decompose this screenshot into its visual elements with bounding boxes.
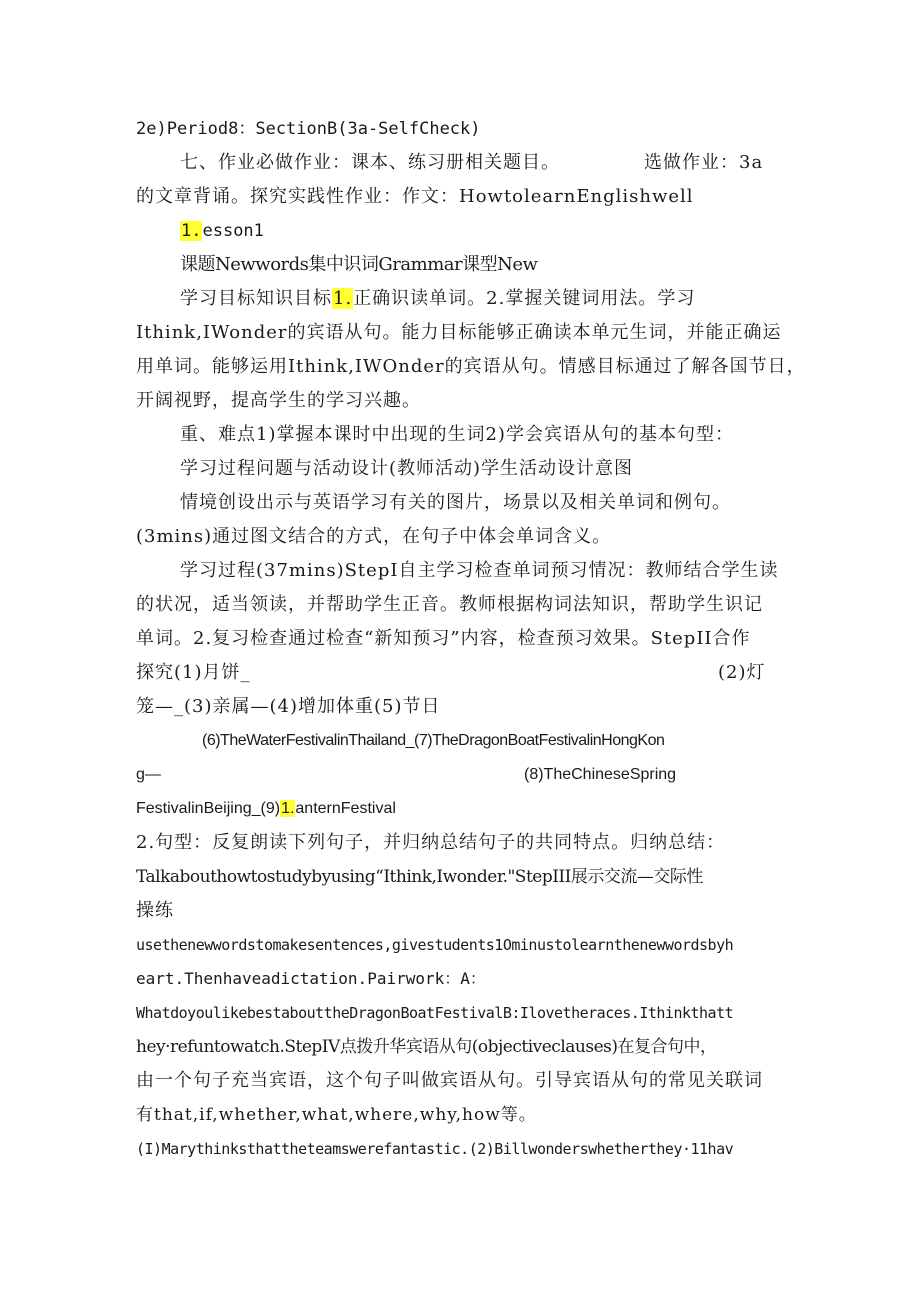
doc-line: 开阔视野，提高学生的学习兴趣。 — [136, 390, 421, 411]
highlight-mark: 1. — [333, 288, 353, 309]
doc-line: hey·refuntowatch.StepIV点拨升华宾语从句(objectiveclauses)在复合句中， — [136, 1037, 717, 1057]
doc-line: Talkabouthowtostudybyusing“Ithink,Iwonder."StepIII展示交流—交际性 — [136, 867, 703, 887]
doc-line — [180, 218, 264, 244]
doc-line: 学习过程(37mins)StepI自主学习检查单词预习情况：教师结合学生读 — [180, 560, 779, 581]
doc-line: 2e)Period8：SectionB(3a-SelfCheck) — [136, 119, 481, 139]
doc-line: 重、难点1)掌握本课时中出现的生词2)学会宾语从句的基本句型： — [180, 424, 734, 445]
doc-line: (3mins)通过图文结合的方式，在句子中体会单词含义。 — [136, 526, 612, 547]
doc-text: anternFestival — [295, 800, 396, 817]
doc-line: eart.Thenhaveadictation.Pairwork：A： — [136, 969, 486, 988]
doc-text: esson1 — [202, 221, 264, 241]
doc-line: 情境创设出示与英语学习有关的图片，场景以及相关单词和例句。 — [180, 492, 731, 513]
doc-line: 的文章背诵。探究实践性作业：作文：HowtolearnEnglishwell — [136, 186, 694, 207]
highlight-mark: 1. — [181, 221, 202, 241]
doc-line: 有that,if,whether,what,where,why,how等。 — [136, 1105, 537, 1125]
doc-line: 操练 — [136, 900, 174, 921]
doc-line: 用单词。能够运用Ithink,IWOnder的宾语从句。情感目标通过了解各国节日， — [136, 356, 806, 377]
doc-line: 笼—_(3)亲属—(4)增加体重(5)节日 — [136, 696, 441, 717]
doc-line: 2.句型：反复朗读下列句子，并归纳总结句子的共同特点。归纳总结： — [136, 832, 726, 853]
doc-line: 单词。2.复习检查通过检查“新知预习”内容，检查预习效果。StepII合作 — [136, 628, 751, 649]
doc-line — [136, 796, 396, 822]
doc-line: WhatdoyoulikebestabouttheDragonBoatFestivalB:Ilovetheraces.Ithinkthatt — [136, 1004, 734, 1022]
doc-text: FestivalinBeijing_(9) — [136, 800, 281, 817]
doc-line: (2)灯 — [718, 662, 766, 683]
doc-line: g— — [136, 766, 161, 783]
doc-line: 探究(1)月饼_ — [136, 662, 251, 683]
doc-line: 的状况，适当领读，并帮助学生正音。教师根据构词法知识，帮助学生识记 — [136, 594, 763, 615]
doc-text: 学习目标知识目标 — [180, 288, 332, 309]
doc-line: 由一个句子充当宾语，这个句子叫做宾语从句。引导宾语从句的常见关联词 — [136, 1070, 763, 1091]
doc-line: 七、作业必做作业：课本、练习册相关题目。 — [180, 152, 560, 173]
highlight-mark: 1. — [281, 800, 295, 817]
doc-line: (6)TheWaterFestivalinThailand_(7)TheDragonBoatFestivalinHongKon — [202, 732, 665, 749]
doc-line — [180, 286, 695, 312]
doc-line: 课题Newwords集中识词Grammar课型New — [180, 254, 538, 275]
doc-line: 学习过程问题与活动设计(教师活动)学生活动设计意图 — [180, 458, 634, 479]
doc-line: usethenewwordstomakesentences,givestudents1Ominustolearnthenewwordsbyh — [136, 936, 734, 954]
doc-line: Ithink,IWonder的宾语从句。能力目标能够正确读本单元生词，并能正确运 — [136, 322, 782, 343]
doc-line: 选做作业：3a — [644, 152, 764, 173]
doc-line: (8)TheChineseSpring — [524, 766, 677, 783]
doc-line: (I)Marythinksthattheteamswerefantastic.(2)Billwonderswhetherthey·11hav — [136, 1140, 734, 1158]
doc-text: 正确识读单词。2.掌握关键词用法。学习 — [353, 288, 696, 309]
